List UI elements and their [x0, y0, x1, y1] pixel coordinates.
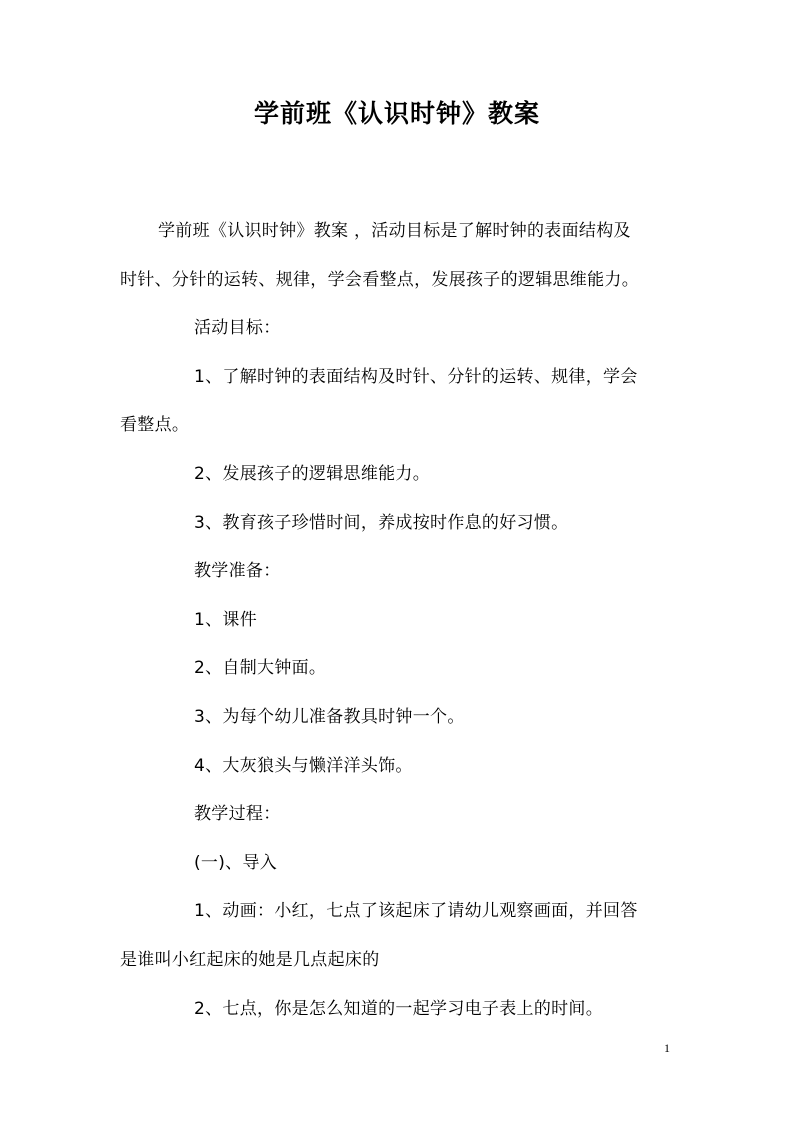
- process-step-1-line-1: 1、动画：小红，七点了该起床了请幼儿观察画面，并回答: [194, 901, 638, 922]
- goal-item-1-line-1: 1、了解时钟的表面结构及时针、分针的运转、规律，学会: [194, 366, 638, 387]
- document-title: 学前班《认识时钟》教案: [253, 99, 540, 128]
- goal-item-1: [120, 353, 680, 450]
- process-section-1: (一)、导入: [194, 852, 278, 873]
- process-step-1: [120, 887, 680, 984]
- intro-line-1: 学前班《认识时钟》教案 ，活动目标是了解时钟的表面结构及: [158, 221, 631, 241]
- process-heading: 教学过程：: [194, 804, 281, 825]
- goal-item-2: 2、发展孩子的逻辑思维能力。: [194, 463, 431, 484]
- intro-line-2: 时针、分针的运转、规律，学会看整点，发展孩子的逻辑思维能力。: [120, 269, 639, 290]
- preparation-item-4: 4、大灰狼头与懒洋洋头饰。: [194, 755, 413, 776]
- preparation-item-3: 3、为每个幼儿准备教具时钟一个。: [194, 706, 465, 727]
- goals-heading: 活动目标：: [194, 318, 281, 339]
- page-number: 1: [664, 1041, 670, 1055]
- goal-item-1-line-2: 看整点。: [120, 415, 190, 436]
- document-body: [120, 207, 680, 1033]
- intro-paragraph: [120, 207, 680, 304]
- preparation-item-2: 2、自制大钟面。: [194, 658, 327, 679]
- process-step-1-line-2: 是谁叫小红起床的她是几点起床的: [120, 949, 380, 970]
- process-step-2: 2、七点，你是怎么知道的一起学习电子表上的时间。: [194, 998, 604, 1019]
- preparation-heading: 教学准备：: [194, 561, 281, 582]
- goal-item-3: 3、教育孩子珍惜时间，养成按时作息的好习惯。: [194, 512, 569, 533]
- preparation-item-1: 1、课件: [194, 609, 258, 630]
